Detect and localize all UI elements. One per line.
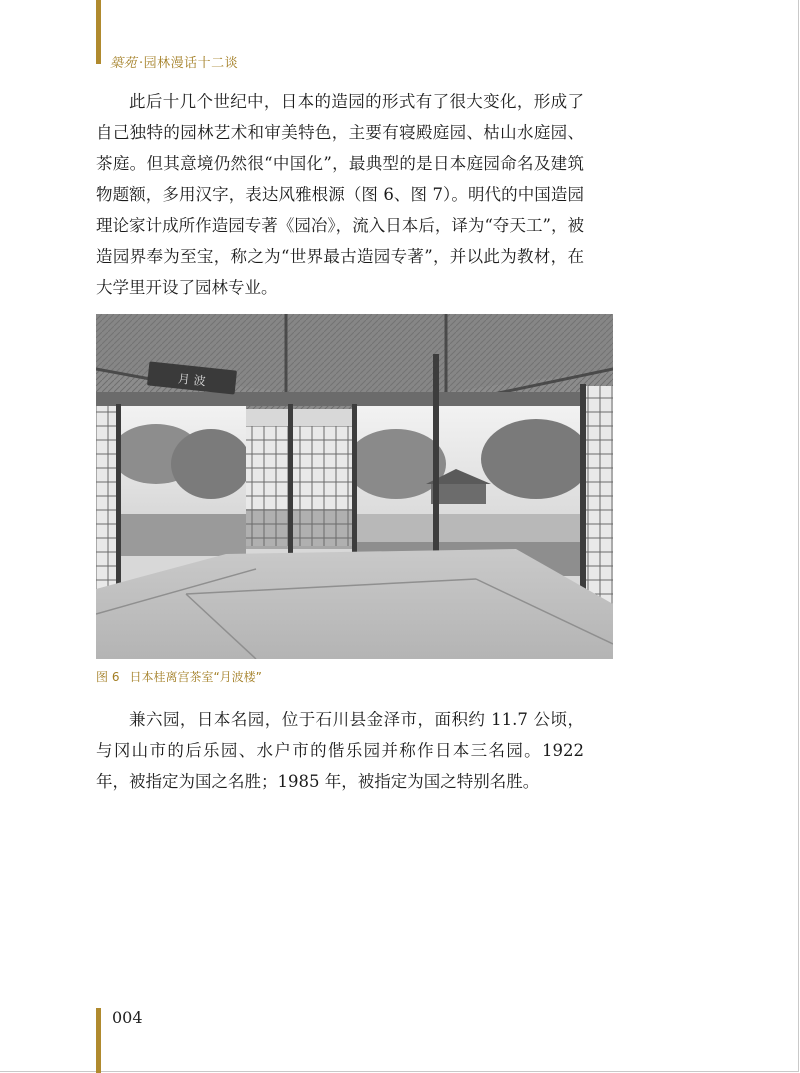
running-header <box>110 52 238 71</box>
figure-number: 图 6 <box>96 670 120 684</box>
page-number: 004 <box>112 1008 143 1027</box>
header-separator: · <box>139 56 144 71</box>
header-title: 园林漫话十二谈 <box>143 56 239 71</box>
body-paragraph-1: 此后十几个世纪中，日本的造园的形式有了很大变化，形成了自己独特的园林艺术和审美特色，主要有寝殿庭园、枯山水庭园、茶庭。但其意境仍然很“中国化”，最典型的是日本庭园命名及建筑物题额，多用汉字，表达风雅根源（图 6、图 7）。明代的中国造园理论家计成所作造园专著《园冶》，流入日本后，译为“夺天工”，被造园界奉为至宝，称之为“世界最古造园专著”，并以此为教材，在大学里开设了园林专业。 <box>96 92 584 297</box>
shoji-left <box>96 406 118 596</box>
shoji-right <box>584 386 613 606</box>
header-brand: 築苑 <box>110 56 138 71</box>
figure-caption <box>96 668 262 685</box>
figure-photo <box>96 314 613 659</box>
header-accent-bar <box>96 0 101 64</box>
body-paragraph-2: 兼六园，日本名园，位于石川县金泽市，面积约 11.7 公顷，与冈山市的后乐园、水户市的偕乐园并称作日本三名园。1922 年，被指定为国之名胜；1985 年，被指定为国之特别名胜。 <box>96 710 584 791</box>
figure-caption-text: 日本桂离宫茶室“月波楼” <box>129 670 262 684</box>
plaque-text: 月 波 <box>177 371 207 389</box>
footer-accent-bar <box>96 1008 101 1073</box>
